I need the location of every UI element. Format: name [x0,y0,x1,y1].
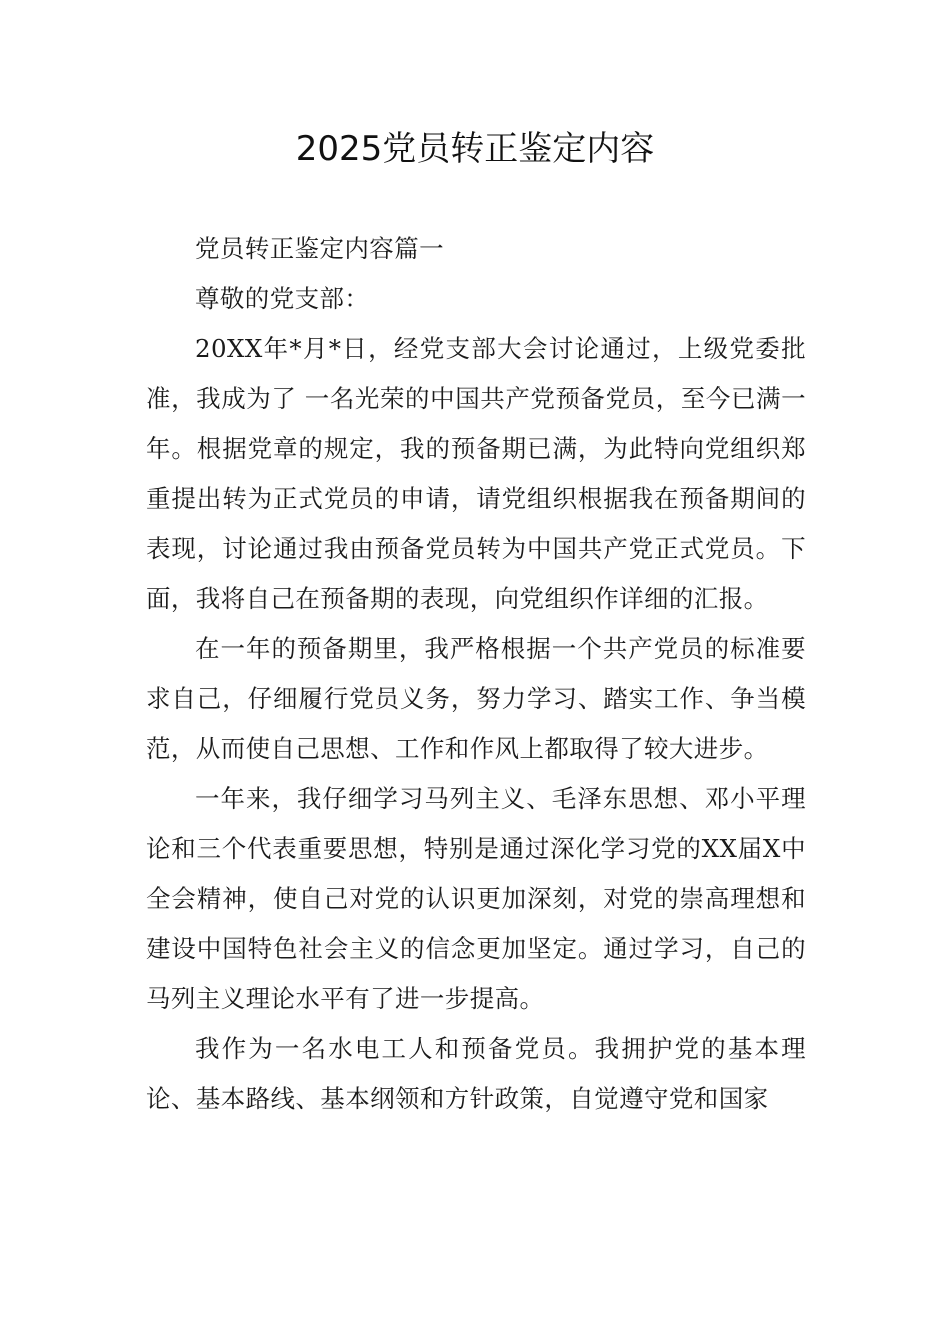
section-heading: 党员转正鉴定内容篇一 [195,234,444,263]
document-body [146,224,806,1124]
paragraph-study: 一年来，我仔细学习马列主义、毛泽东思想、邓小平理论和三个代表重要思想，特别是通过深化学习党的XX届X中全会精神，使自己对党的认识更加深刻，对党的崇高理想和建设中国特色社会主义的信念更加坚定。通过学习，自己的马列主义理论水平有了进一步提高。 [146,784,806,1013]
paragraph-probation: 在一年的预备期里，我严格根据一个共产党员的标准要求自己，仔细履行党员义务，努力学习、踏实工作、争当模范，从而使自己思想、工作和作风上都取得了较大进步。 [146,634,806,763]
document-title: 2025党员转正鉴定内容 [295,129,655,169]
salutation: 尊敬的党支部： [195,284,370,313]
paragraph-application: 20XX年*月*日，经党支部大会讨论通过，上级党委批准，我成为了 一名光荣的中国共产党预备党员，至今已满一年。根据党章的规定，我的预备期已满，为此特向党组织郑重提出转为正式党员的申请，请党组织根据我在预备期间的 表现，讨论通过我由预备党员转为中国共产党正式党员。下面，我将自己在预备期的表现，向党组织作详细的汇报。 [146,334,806,613]
paragraph-work: 我作为一名水电工人和预备党员。我拥护党的基本理论、基本路线、基本纲领和方针政策，自觉遵守党和国家 [146,1034,806,1113]
